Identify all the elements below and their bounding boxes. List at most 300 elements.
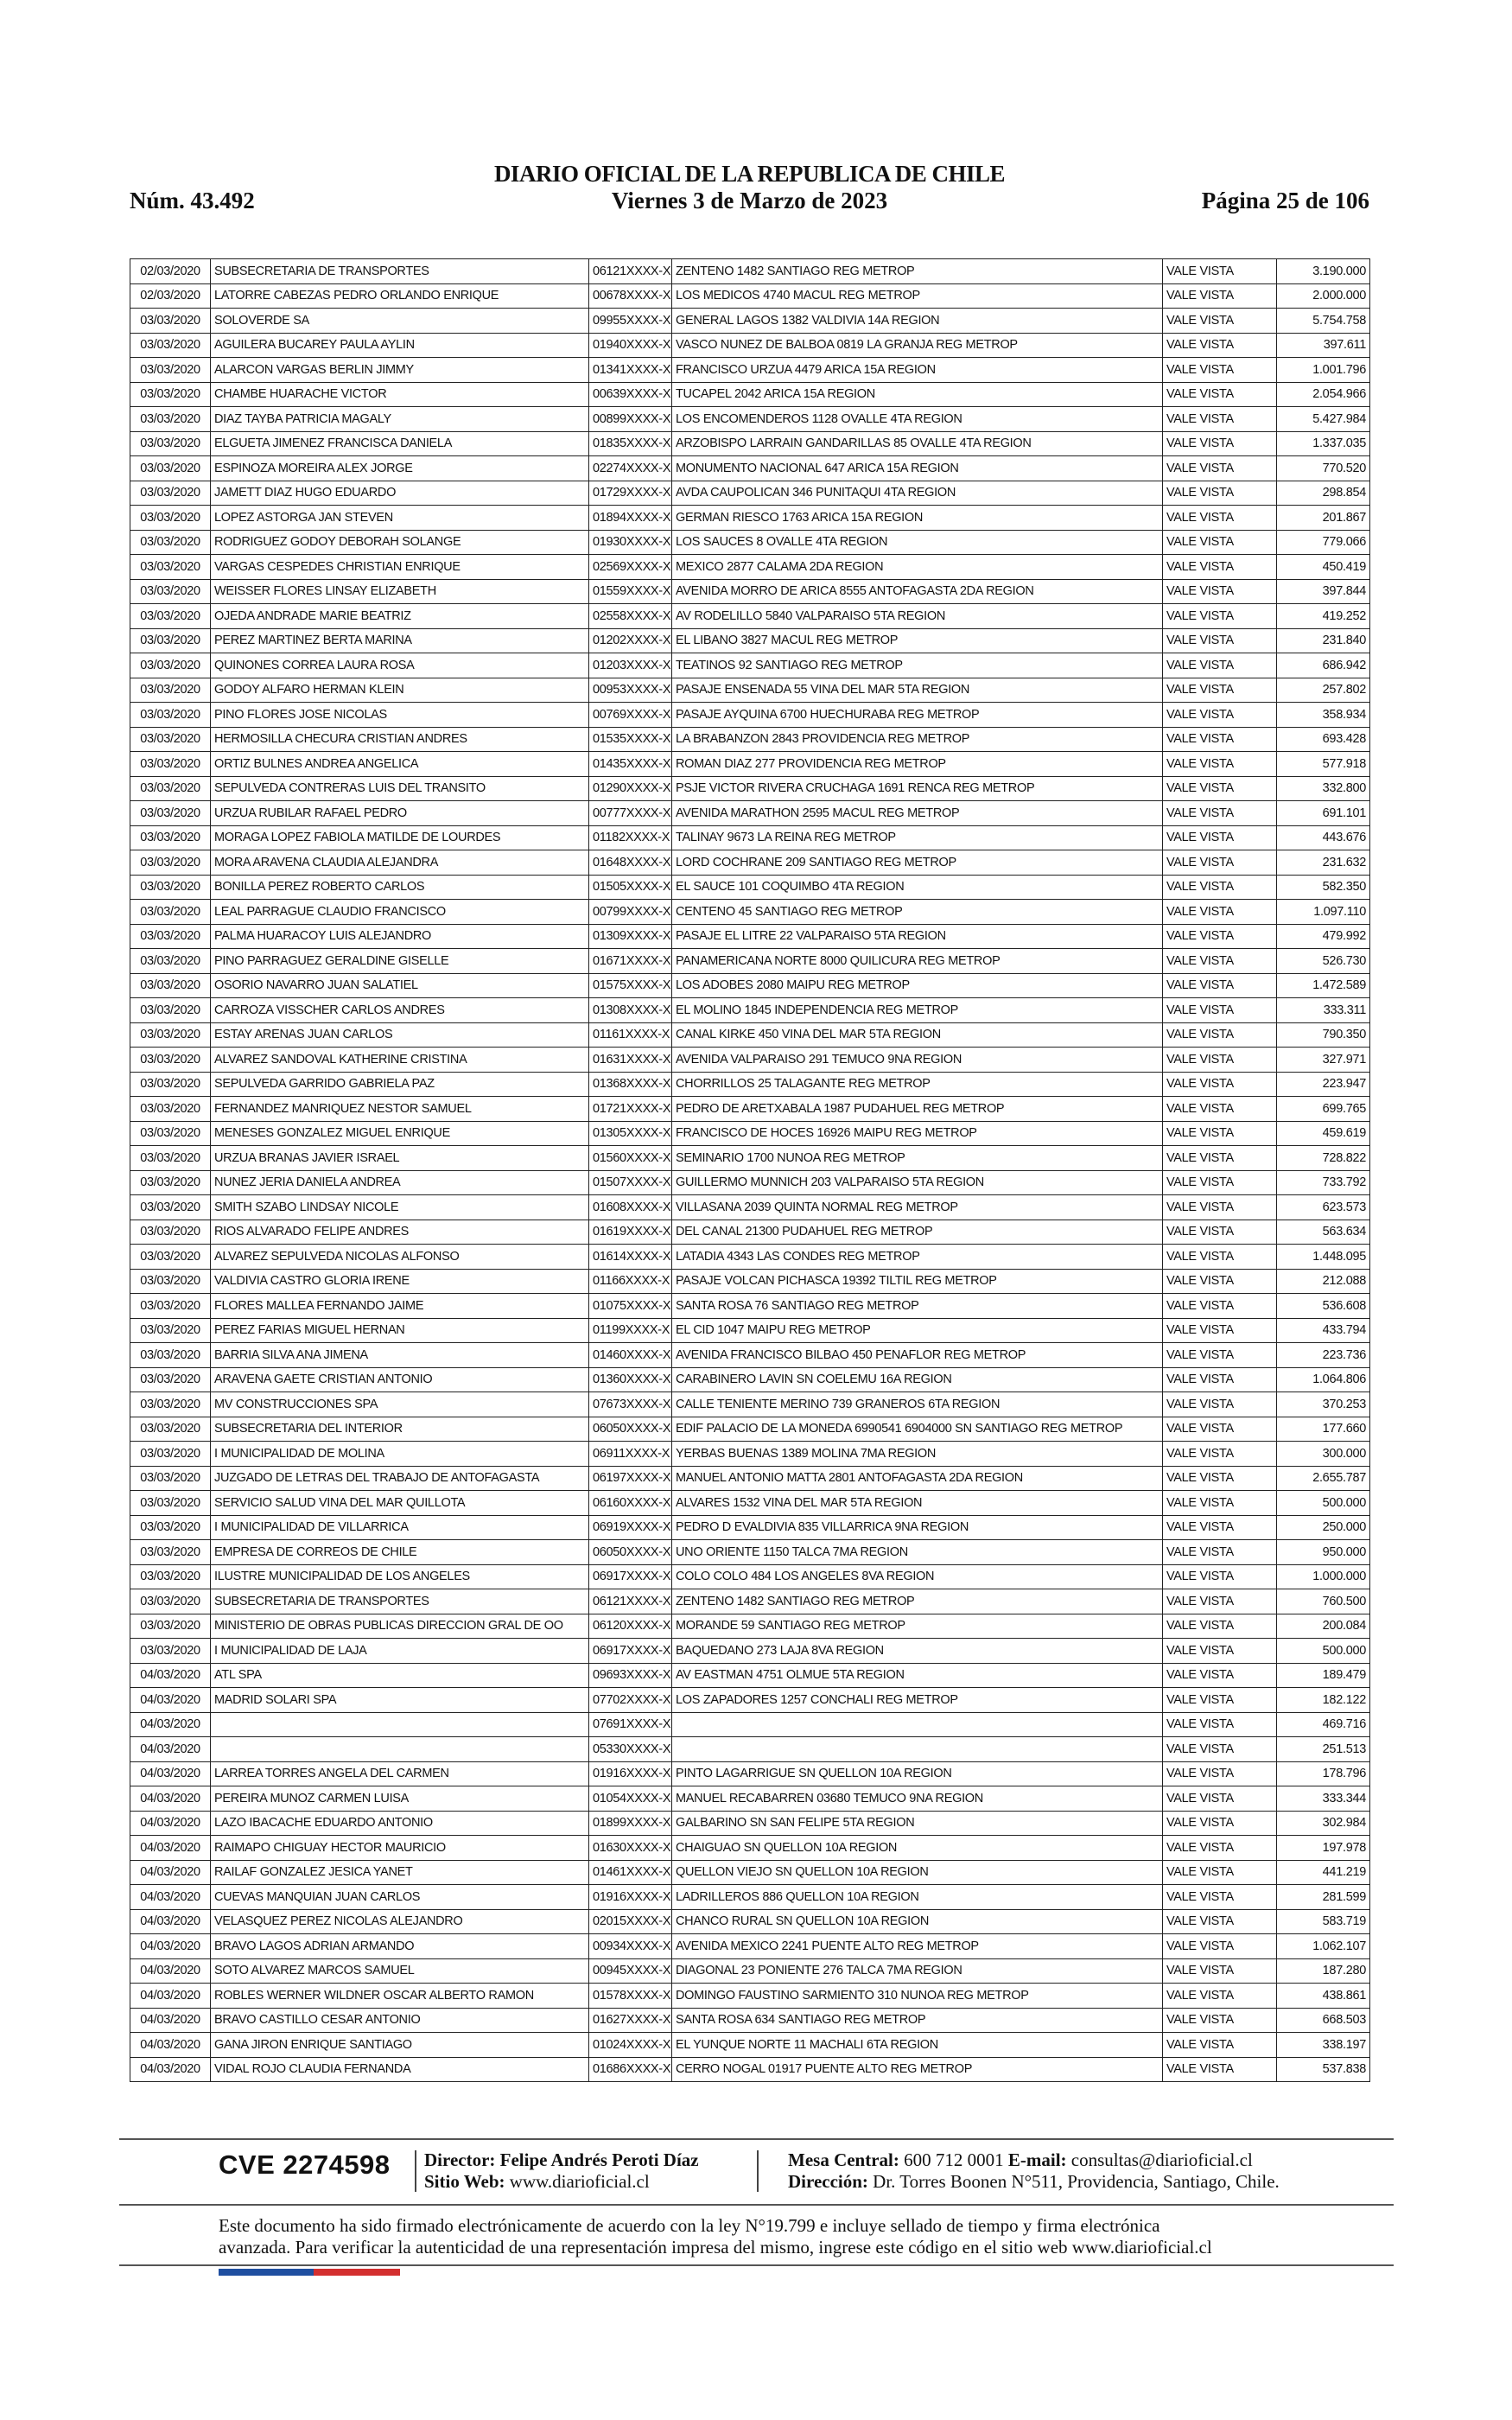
date-cell: 03/03/2020: [130, 875, 211, 900]
address-text: Dr. Torres Boonen N°511, Providencia, Santiago, Chile.: [873, 2171, 1280, 2192]
name-cell: BARRIA SILVA ANA JIMENA: [211, 1343, 589, 1368]
table-row: [130, 1712, 1370, 1737]
date-cell: 03/03/2020: [130, 579, 211, 604]
address-cell: VASCO NUNEZ DE BALBOA 0819 LA GRANJA REG METROP: [672, 333, 1163, 358]
payment-type-cell: VALE VISTA: [1163, 1836, 1277, 1861]
table-row: [130, 1466, 1370, 1491]
amount-cell: 526.730: [1277, 949, 1370, 974]
address-cell: CENTENO 45 SANTIAGO REG METROP: [672, 900, 1163, 925]
amount-cell: 370.253: [1277, 1392, 1370, 1417]
amount-cell: 231.840: [1277, 628, 1370, 653]
rut-cell: 01341XXXX-X: [589, 358, 672, 383]
rut-cell: 02569XXXX-X: [589, 555, 672, 580]
table-row: [130, 825, 1370, 850]
payment-type-cell: VALE VISTA: [1163, 1269, 1277, 1294]
address-cell: LADRILLEROS 886 QUELLON 10A REGION: [672, 1885, 1163, 1910]
table-row: [130, 1195, 1370, 1220]
cve-label: CVE 2274598: [219, 2149, 391, 2180]
address-cell: AVENIDA VALPARAISO 291 TEMUCO 9NA REGION: [672, 1048, 1163, 1073]
footer-bottom-rule: [119, 2264, 1394, 2266]
rut-cell: 01182XXXX-X: [589, 825, 672, 850]
payment-type-cell: VALE VISTA: [1163, 1466, 1277, 1491]
rut-cell: 09955XXXX-X: [589, 309, 672, 334]
date-cell: 03/03/2020: [130, 1343, 211, 1368]
table-row: [130, 1688, 1370, 1713]
name-cell: BONILLA PEREZ ROBERTO CARLOS: [211, 875, 589, 900]
footer-disclaimer: [219, 2215, 1290, 2258]
date-cell: 03/03/2020: [130, 703, 211, 728]
name-cell: MORAGA LOPEZ FABIOLA MATILDE DE LOURDES: [211, 825, 589, 850]
email-label: E-mail:: [1007, 2149, 1067, 2170]
rut-cell: 01930XXXX-X: [589, 530, 672, 555]
name-cell: CUEVAS MANQUIAN JUAN CARLOS: [211, 1885, 589, 1910]
name-cell: NUNEZ JERIA DANIELA ANDREA: [211, 1170, 589, 1195]
table-row: [130, 1343, 1370, 1368]
name-cell: VIDAL ROJO CLAUDIA FERNANDA: [211, 2057, 589, 2082]
date-cell: 03/03/2020: [130, 1220, 211, 1245]
name-cell: PINO PARRAGUEZ GERALDINE GISELLE: [211, 949, 589, 974]
name-cell: SEPULVEDA CONTRERAS LUIS DEL TRANSITO: [211, 776, 589, 801]
name-cell: PEREZ MARTINEZ BERTA MARINA: [211, 628, 589, 653]
address-cell: SANTA ROSA 634 SANTIAGO REG METROP: [672, 2008, 1163, 2033]
amount-cell: 537.838: [1277, 2057, 1370, 2082]
payment-type-cell: VALE VISTA: [1163, 259, 1277, 284]
amount-cell: 3.190.000: [1277, 259, 1370, 284]
address-cell: PINTO LAGARRIGUE SN QUELLON 10A REGION: [672, 1761, 1163, 1786]
date-cell: 03/03/2020: [130, 628, 211, 653]
payment-type-cell: VALE VISTA: [1163, 530, 1277, 555]
amount-cell: 733.792: [1277, 1170, 1370, 1195]
name-cell: URZUA BRANAS JAVIER ISRAEL: [211, 1146, 589, 1171]
payment-type-cell: VALE VISTA: [1163, 850, 1277, 876]
address-cell: AVENIDA FRANCISCO BILBAO 450 PENAFLOR REG METROP: [672, 1343, 1163, 1368]
payment-type-cell: VALE VISTA: [1163, 2008, 1277, 2033]
date-cell: 03/03/2020: [130, 998, 211, 1023]
table-row: [130, 1761, 1370, 1786]
mesa-label: Mesa Central:: [788, 2149, 899, 2170]
footer-mid-rule: [119, 2204, 1394, 2206]
amount-cell: 5.754.758: [1277, 309, 1370, 334]
date-cell: 03/03/2020: [130, 1392, 211, 1417]
payment-type-cell: VALE VISTA: [1163, 283, 1277, 309]
amount-cell: 250.000: [1277, 1515, 1370, 1540]
table-row: [130, 1294, 1370, 1319]
amount-cell: 770.520: [1277, 456, 1370, 481]
rut-cell: 00799XXXX-X: [589, 900, 672, 925]
payment-type-cell: VALE VISTA: [1163, 1294, 1277, 1319]
table-row: [130, 530, 1370, 555]
date-cell: 03/03/2020: [130, 1589, 211, 1614]
rut-cell: 06197XXXX-X: [589, 1466, 672, 1491]
date-cell: 03/03/2020: [130, 506, 211, 531]
amount-cell: 691.101: [1277, 801, 1370, 826]
amount-cell: 582.350: [1277, 875, 1370, 900]
rut-cell: 01507XXXX-X: [589, 1170, 672, 1195]
amount-cell: 200.084: [1277, 1614, 1370, 1639]
amount-cell: 443.676: [1277, 825, 1370, 850]
address-cell: CERRO NOGAL 01917 PUENTE ALTO REG METROP: [672, 2057, 1163, 2082]
address-cell: TALINAY 9673 LA REINA REG METROP: [672, 825, 1163, 850]
rut-cell: 01608XXXX-X: [589, 1195, 672, 1220]
amount-cell: 668.503: [1277, 2008, 1370, 2033]
amount-cell: 686.942: [1277, 653, 1370, 678]
rut-cell: 00934XXXX-X: [589, 1934, 672, 1959]
rut-cell: 01940XXXX-X: [589, 333, 672, 358]
director-line: [424, 2149, 699, 2171]
rut-cell: 01290XXXX-X: [589, 776, 672, 801]
flag-bar-blue: [219, 2269, 314, 2276]
date-cell: 03/03/2020: [130, 727, 211, 752]
date-cell: 04/03/2020: [130, 1761, 211, 1786]
table-row: [130, 1614, 1370, 1639]
date-cell: 03/03/2020: [130, 678, 211, 703]
address-cell: PASAJE EL LITRE 22 VALPARAISO 5TA REGION: [672, 924, 1163, 949]
name-cell: PINO FLORES JOSE NICOLAS: [211, 703, 589, 728]
rut-cell: 01916XXXX-X: [589, 1761, 672, 1786]
rut-cell: 01916XXXX-X: [589, 1885, 672, 1910]
address-cell: CALLE TENIENTE MERINO 739 GRANEROS 6TA REGION: [672, 1392, 1163, 1417]
amount-cell: 298.854: [1277, 481, 1370, 506]
address-cell: TEATINOS 92 SANTIAGO REG METROP: [672, 653, 1163, 678]
date-cell: 03/03/2020: [130, 407, 211, 432]
payment-type-cell: VALE VISTA: [1163, 1761, 1277, 1786]
rut-cell: 00678XXXX-X: [589, 283, 672, 309]
name-cell: ALARCON VARGAS BERLIN JIMMY: [211, 358, 589, 383]
table-row: [130, 1491, 1370, 1516]
footer-contact-block: [788, 2149, 1280, 2193]
table-row: [130, 358, 1370, 383]
payment-type-cell: VALE VISTA: [1163, 703, 1277, 728]
name-cell: SUBSECRETARIA DEL INTERIOR: [211, 1417, 589, 1442]
disclaimer-line-1: Este documento ha sido firmado electrónicamente de acuerdo con la ley N°19.799 e incluye sellado de tiempo y firma electrónica: [219, 2215, 1160, 2236]
rut-cell: 06160XXXX-X: [589, 1491, 672, 1516]
table-row: [130, 628, 1370, 653]
name-cell: SEPULVEDA GARRIDO GABRIELA PAZ: [211, 1072, 589, 1097]
amount-cell: 450.419: [1277, 555, 1370, 580]
page-header: [130, 161, 1369, 216]
date-cell: 03/03/2020: [130, 1072, 211, 1097]
address-cell: LOS MEDICOS 4740 MACUL REG METROP: [672, 283, 1163, 309]
name-cell: I MUNICIPALIDAD DE LAJA: [211, 1639, 589, 1664]
table-row: [130, 1022, 1370, 1048]
date-cell: 04/03/2020: [130, 1712, 211, 1737]
payment-type-cell: VALE VISTA: [1163, 1614, 1277, 1639]
name-cell: LATORRE CABEZAS PEDRO ORLANDO ENRIQUE: [211, 283, 589, 309]
name-cell: PALMA HUARACOY LUIS ALEJANDRO: [211, 924, 589, 949]
rut-cell: 06050XXXX-X: [589, 1417, 672, 1442]
address-cell: PSJE VICTOR RIVERA CRUCHAGA 1691 RENCA REG METROP: [672, 776, 1163, 801]
payment-type-cell: VALE VISTA: [1163, 1318, 1277, 1343]
name-cell: VARGAS CESPEDES CHRISTIAN ENRIQUE: [211, 555, 589, 580]
rut-cell: 01535XXXX-X: [589, 727, 672, 752]
date-cell: 03/03/2020: [130, 1491, 211, 1516]
amount-cell: 338.197: [1277, 2033, 1370, 2058]
name-cell: SOTO ALVAREZ MARCOS SAMUEL: [211, 1958, 589, 1984]
date-cell: 04/03/2020: [130, 2008, 211, 2033]
rut-cell: 01575XXXX-X: [589, 973, 672, 998]
address-cell: ZENTENO 1482 SANTIAGO REG METROP: [672, 259, 1163, 284]
name-cell: BRAVO CASTILLO CESAR ANTONIO: [211, 2008, 589, 2033]
amount-cell: 760.500: [1277, 1589, 1370, 1614]
date-cell: 03/03/2020: [130, 1515, 211, 1540]
date-cell: 04/03/2020: [130, 1860, 211, 1885]
name-cell: RIOS ALVARADO FELIPE ANDRES: [211, 1220, 589, 1245]
amount-cell: 469.716: [1277, 1712, 1370, 1737]
payment-type-cell: VALE VISTA: [1163, 1442, 1277, 1467]
table-row: [130, 1048, 1370, 1073]
payment-type-cell: VALE VISTA: [1163, 1195, 1277, 1220]
table-row: [130, 1417, 1370, 1442]
name-cell: LEAL PARRAGUE CLAUDIO FRANCISCO: [211, 900, 589, 925]
address-cell: MANUEL RECABARREN 03680 TEMUCO 9NA REGION: [672, 1786, 1163, 1812]
address-cell: GENERAL LAGOS 1382 VALDIVIA 14A REGION: [672, 309, 1163, 334]
email-link[interactable]: consultas@diarioficial.cl: [1070, 2149, 1253, 2170]
payment-type-cell: VALE VISTA: [1163, 1984, 1277, 2009]
payment-type-cell: VALE VISTA: [1163, 949, 1277, 974]
name-cell: QUINONES CORREA LAURA ROSA: [211, 653, 589, 678]
amount-cell: 177.660: [1277, 1417, 1370, 1442]
web-link[interactable]: www.diarioficial.cl: [509, 2171, 650, 2192]
table-row: [130, 998, 1370, 1023]
name-cell: SERVICIO SALUD VINA DEL MAR QUILLOTA: [211, 1491, 589, 1516]
payment-type-cell: VALE VISTA: [1163, 1737, 1277, 1762]
payment-type-cell: VALE VISTA: [1163, 1540, 1277, 1565]
table-row: [130, 973, 1370, 998]
rut-cell: 01166XXXX-X: [589, 1269, 672, 1294]
address-cell: EL LIBANO 3827 MACUL REG METROP: [672, 628, 1163, 653]
amount-cell: 182.122: [1277, 1688, 1370, 1713]
rut-cell: 01619XXXX-X: [589, 1220, 672, 1245]
amount-cell: 327.971: [1277, 1048, 1370, 1073]
amount-cell: 300.000: [1277, 1442, 1370, 1467]
table-row: [130, 1663, 1370, 1688]
amount-cell: 5.427.984: [1277, 407, 1370, 432]
amount-cell: 223.947: [1277, 1072, 1370, 1097]
name-cell: URZUA RUBILAR RAFAEL PEDRO: [211, 801, 589, 826]
payment-type-cell: VALE VISTA: [1163, 1392, 1277, 1417]
amount-cell: 577.918: [1277, 752, 1370, 777]
records-table: [130, 258, 1370, 2082]
date-cell: 03/03/2020: [130, 1146, 211, 1171]
payment-type-cell: VALE VISTA: [1163, 752, 1277, 777]
issue-date: Viernes 3 de Marzo de 2023: [611, 188, 888, 213]
rut-cell: 01721XXXX-X: [589, 1097, 672, 1122]
rut-cell: 01729XXXX-X: [589, 481, 672, 506]
amount-cell: 302.984: [1277, 1811, 1370, 1836]
page-number: Página 25 de 106: [1201, 188, 1369, 213]
table-row: [130, 1515, 1370, 1540]
amount-cell: 699.765: [1277, 1097, 1370, 1122]
date-cell: 03/03/2020: [130, 973, 211, 998]
amount-cell: 1.448.095: [1277, 1245, 1370, 1270]
name-cell: VELASQUEZ PEREZ NICOLAS ALEJANDRO: [211, 1909, 589, 1934]
address-cell: MANUEL ANTONIO MATTA 2801 ANTOFAGASTA 2DA REGION: [672, 1466, 1163, 1491]
payment-type-cell: VALE VISTA: [1163, 1712, 1277, 1737]
name-cell: I MUNICIPALIDAD DE VILLARRICA: [211, 1515, 589, 1540]
name-cell: MV CONSTRUCCIONES SPA: [211, 1392, 589, 1417]
name-cell: JAMETT DIAZ HUGO EDUARDO: [211, 481, 589, 506]
table-row: [130, 333, 1370, 358]
rut-cell: 01631XXXX-X: [589, 1048, 672, 1073]
table-row: [130, 456, 1370, 481]
name-cell: FERNANDEZ MANRIQUEZ NESTOR SAMUEL: [211, 1097, 589, 1122]
date-cell: 03/03/2020: [130, 1540, 211, 1565]
address-cell: EL YUNQUE NORTE 11 MACHALI 6TA REGION: [672, 2033, 1163, 2058]
payment-type-cell: VALE VISTA: [1163, 1811, 1277, 1836]
address-cell: CANAL KIRKE 450 VINA DEL MAR 5TA REGION: [672, 1022, 1163, 1048]
name-cell: MORA ARAVENA CLAUDIA ALEJANDRA: [211, 850, 589, 876]
date-cell: 03/03/2020: [130, 900, 211, 925]
amount-cell: 1.062.107: [1277, 1934, 1370, 1959]
table-row: [130, 727, 1370, 752]
table-row: [130, 875, 1370, 900]
address-cell: PEDRO DE ARETXABALA 1987 PUDAHUEL REG METROP: [672, 1097, 1163, 1122]
address-label: Dirección:: [788, 2171, 868, 2192]
rut-cell: 00953XXXX-X: [589, 678, 672, 703]
amount-cell: 1.001.796: [1277, 358, 1370, 383]
table-row: [130, 1984, 1370, 2009]
payment-type-cell: VALE VISTA: [1163, 1245, 1277, 1270]
amount-cell: 536.608: [1277, 1294, 1370, 1319]
amount-cell: 790.350: [1277, 1022, 1370, 1048]
payment-type-cell: VALE VISTA: [1163, 579, 1277, 604]
name-cell: MINISTERIO DE OBRAS PUBLICAS DIRECCION GRAL DE OO: [211, 1614, 589, 1639]
rut-cell: 06050XXXX-X: [589, 1540, 672, 1565]
amount-cell: 1.000.000: [1277, 1564, 1370, 1589]
table-row: [130, 283, 1370, 309]
date-cell: 03/03/2020: [130, 1639, 211, 1664]
rut-cell: 00899XXXX-X: [589, 407, 672, 432]
date-cell: 03/03/2020: [130, 1442, 211, 1467]
name-cell: LOPEZ ASTORGA JAN STEVEN: [211, 506, 589, 531]
table-row: [130, 604, 1370, 629]
payment-type-cell: VALE VISTA: [1163, 973, 1277, 998]
address-cell: AVENIDA MEXICO 2241 PUENTE ALTO REG METROP: [672, 1934, 1163, 1959]
table-row: [130, 1786, 1370, 1812]
payment-type-cell: VALE VISTA: [1163, 1885, 1277, 1910]
name-cell: GANA JIRON ENRIQUE SANTIAGO: [211, 2033, 589, 2058]
address-cell: PANAMERICANA NORTE 8000 QUILICURA REG METROP: [672, 949, 1163, 974]
amount-cell: 231.632: [1277, 850, 1370, 876]
address-cell: EDIF PALACIO DE LA MONEDA 6990541 6904000 SN SANTIAGO REG METROP: [672, 1417, 1163, 1442]
table-row: [130, 1860, 1370, 1885]
rut-cell: 01899XXXX-X: [589, 1811, 672, 1836]
address-cell: MORANDE 59 SANTIAGO REG METROP: [672, 1614, 1163, 1639]
address-cell: GUILLERMO MUNNICH 203 VALPARAISO 5TA REGION: [672, 1170, 1163, 1195]
name-cell: I MUNICIPALIDAD DE MOLINA: [211, 1442, 589, 1467]
address-cell: ARZOBISPO LARRAIN GANDARILLAS 85 OVALLE 4TA REGION: [672, 431, 1163, 456]
payment-type-cell: VALE VISTA: [1163, 1417, 1277, 1442]
payment-type-cell: VALE VISTA: [1163, 555, 1277, 580]
name-cell: RAILAF GONZALEZ JESICA YANET: [211, 1860, 589, 1885]
date-cell: 03/03/2020: [130, 1048, 211, 1073]
amount-cell: 779.066: [1277, 530, 1370, 555]
amount-cell: 563.634: [1277, 1220, 1370, 1245]
amount-cell: 1.064.806: [1277, 1367, 1370, 1392]
rut-cell: 01894XXXX-X: [589, 506, 672, 531]
rut-cell: 01505XXXX-X: [589, 875, 672, 900]
amount-cell: 223.736: [1277, 1343, 1370, 1368]
rut-cell: 07673XXXX-X: [589, 1392, 672, 1417]
table-row: [130, 382, 1370, 407]
amount-cell: 693.428: [1277, 727, 1370, 752]
name-cell: MENESES GONZALEZ MIGUEL ENRIQUE: [211, 1121, 589, 1146]
date-cell: 04/03/2020: [130, 1688, 211, 1713]
date-cell: 03/03/2020: [130, 850, 211, 876]
address-cell: CARABINERO LAVIN SN COELEMU 16A REGION: [672, 1367, 1163, 1392]
payment-type-cell: VALE VISTA: [1163, 1958, 1277, 1984]
records-table-body: [130, 259, 1370, 2082]
rut-cell: 01630XXXX-X: [589, 1836, 672, 1861]
payment-type-cell: VALE VISTA: [1163, 1022, 1277, 1048]
address-cell: AVDA CAUPOLICAN 346 PUNITAQUI 4TA REGION: [672, 481, 1163, 506]
rut-cell: 01435XXXX-X: [589, 752, 672, 777]
payment-type-cell: VALE VISTA: [1163, 1343, 1277, 1368]
amount-cell: 333.344: [1277, 1786, 1370, 1812]
name-cell: [211, 1712, 589, 1737]
amount-cell: 397.844: [1277, 579, 1370, 604]
rut-cell: 01671XXXX-X: [589, 949, 672, 974]
date-cell: 03/03/2020: [130, 1170, 211, 1195]
address-cell: PASAJE ENSENADA 55 VINA DEL MAR 5TA REGION: [672, 678, 1163, 703]
rut-cell: 01461XXXX-X: [589, 1860, 672, 1885]
table-row: [130, 1121, 1370, 1146]
date-cell: 03/03/2020: [130, 776, 211, 801]
name-cell: RODRIGUEZ GODOY DEBORAH SOLANGE: [211, 530, 589, 555]
table-row: [130, 703, 1370, 728]
rut-cell: 01199XXXX-X: [589, 1318, 672, 1343]
address-cell: UNO ORIENTE 1150 TALCA 7MA REGION: [672, 1540, 1163, 1565]
footer-divider-1: [415, 2150, 416, 2192]
table-row: [130, 2008, 1370, 2033]
name-cell: ELGUETA JIMENEZ FRANCISCA DANIELA: [211, 431, 589, 456]
table-row: [130, 850, 1370, 876]
name-cell: CHAMBE HUARACHE VICTOR: [211, 382, 589, 407]
date-cell: 02/03/2020: [130, 259, 211, 284]
date-cell: 03/03/2020: [130, 1367, 211, 1392]
payment-type-cell: VALE VISTA: [1163, 1170, 1277, 1195]
table-row: [130, 1392, 1370, 1417]
address-cell: TUCAPEL 2042 ARICA 15A REGION: [672, 382, 1163, 407]
table-row: [130, 1170, 1370, 1195]
rut-cell: 01024XXXX-X: [589, 2033, 672, 2058]
cve-code: [219, 2149, 391, 2181]
table-row: [130, 1245, 1370, 1270]
amount-cell: 1.472.589: [1277, 973, 1370, 998]
rut-cell: 07691XXXX-X: [589, 1712, 672, 1737]
payment-type-cell: VALE VISTA: [1163, 1097, 1277, 1122]
rut-cell: 01203XXXX-X: [589, 653, 672, 678]
amount-cell: 333.311: [1277, 998, 1370, 1023]
date-cell: 03/03/2020: [130, 309, 211, 334]
address-cell: LOS ADOBES 2080 MAIPU REG METROP: [672, 973, 1163, 998]
date-cell: 03/03/2020: [130, 1195, 211, 1220]
rut-cell: 06121XXXX-X: [589, 1589, 672, 1614]
name-cell: VALDIVIA CASTRO GLORIA IRENE: [211, 1269, 589, 1294]
table-row: [130, 678, 1370, 703]
address-cell: PASAJE AYQUINA 6700 HUECHURABA REG METROP: [672, 703, 1163, 728]
payment-type-cell: VALE VISTA: [1163, 628, 1277, 653]
payment-type-cell: VALE VISTA: [1163, 1909, 1277, 1934]
date-cell: 04/03/2020: [130, 2033, 211, 2058]
payment-type-cell: VALE VISTA: [1163, 2057, 1277, 2082]
name-cell: ROBLES WERNER WILDNER OSCAR ALBERTO RAMON: [211, 1984, 589, 2009]
amount-cell: 419.252: [1277, 604, 1370, 629]
payment-type-cell: VALE VISTA: [1163, 1072, 1277, 1097]
name-cell: SUBSECRETARIA DE TRANSPORTES: [211, 1589, 589, 1614]
payment-type-cell: VALE VISTA: [1163, 1515, 1277, 1540]
payment-type-cell: VALE VISTA: [1163, 309, 1277, 334]
